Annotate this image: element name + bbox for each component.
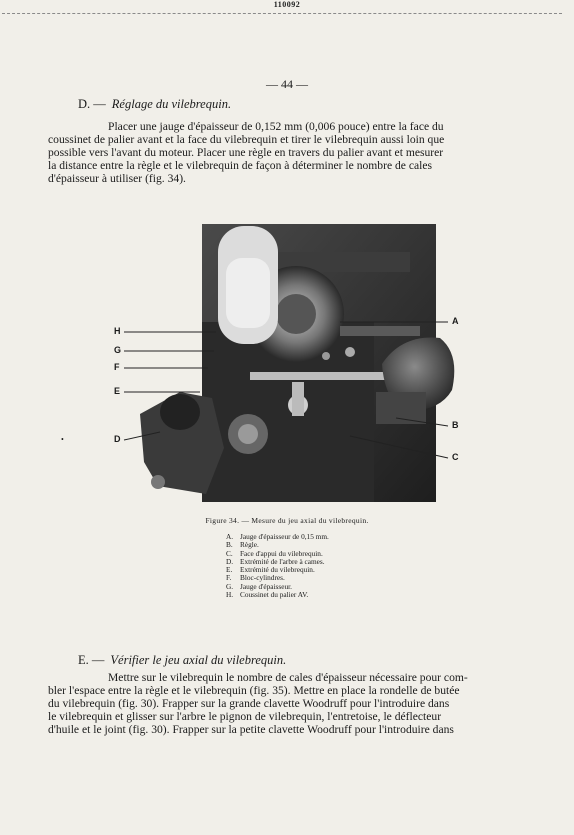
text-line: le vilebrequin et glisser sur l'arbre le pignon de vilebrequin, l'entretoise, le déflecteur [48,710,442,723]
text-line: d'épaisseur à utiliser (fig. 34). [48,172,186,185]
text-line: Mettre sur le vilebrequin le nombre de cales d'épaisseur nécessaire pour com- [108,671,468,684]
text-line: Placer une jauge d'épaisseur de 0,152 mm (0,006 pouce) entre la face du [108,120,444,133]
legend-item: D. Extrémité de l'arbre à cames. [226,556,325,566]
callout-f: F [114,362,120,372]
callout-h: H [114,326,121,336]
callout-c: C [452,452,459,462]
text-line: coussinet de palier avant et la face du vilebrequin et tirer le vilebrequin aussi loin que [48,133,445,146]
legend-item: A. Jauge d'épaisseur de 0,15 mm. [226,532,329,541]
text-line: possible vers l'avant du moteur. Placer une règle en travers du palier avant et mesurer [48,146,444,159]
legend-item: H. Coussinet du palier AV. [226,590,309,600]
callout-e: E [114,386,121,396]
legend-item: E. Extrémité du vilebrequin. [226,565,315,575]
text-line: d'huile et le joint (fig. 30). Frapper sur la petite clavette Woodruff pour l'introduire dans [48,723,454,736]
section-d-letter: D. — [78,97,106,111]
legend-item: F. Bloc-cylindres. [226,573,285,583]
callout-g: G [114,345,122,355]
page-number: — 44 — [266,77,308,91]
text-line: la distance entre la règle et le vilebrequin de façon à déterminer le nombre de cales [48,159,433,172]
section-d-heading [78,97,231,112]
engine-photo [140,222,460,504]
callout-a: A [452,316,459,326]
legend-item: G. Jauge d'épaisseur. [226,581,292,591]
section-e-title: Vérifier le jeu axial du vilebrequin. [110,653,287,667]
legend-item: C. Face d'appui du vilebrequin. [226,548,323,558]
figure-legend [226,533,329,599]
legend-item: B. Règle. [226,540,259,550]
section-e-heading [78,653,286,668]
header-code: 110092 [273,0,301,9]
callout-b: B [452,420,459,430]
text-line: du vilebrequin (fig. 30). Frapper sur la grande clavette Woodruff pour l'introduire dans [48,697,450,710]
figure-caption: Figure 34. — Mesure du jeu axial du vilebrequin. [205,516,369,525]
section-d-paragraph [48,120,526,185]
callout-d: D [114,434,121,444]
section-d-title: Réglage du vilebrequin. [111,97,232,111]
header-rule [2,13,562,14]
text-line: bler l'espace entre la règle et le vilebrequin (fig. 35). Mettre en place la rondelle de butée [48,684,460,697]
section-e-letter: E. — [78,653,105,667]
section-e-paragraph [48,671,526,736]
margin-mark: • [61,435,64,444]
